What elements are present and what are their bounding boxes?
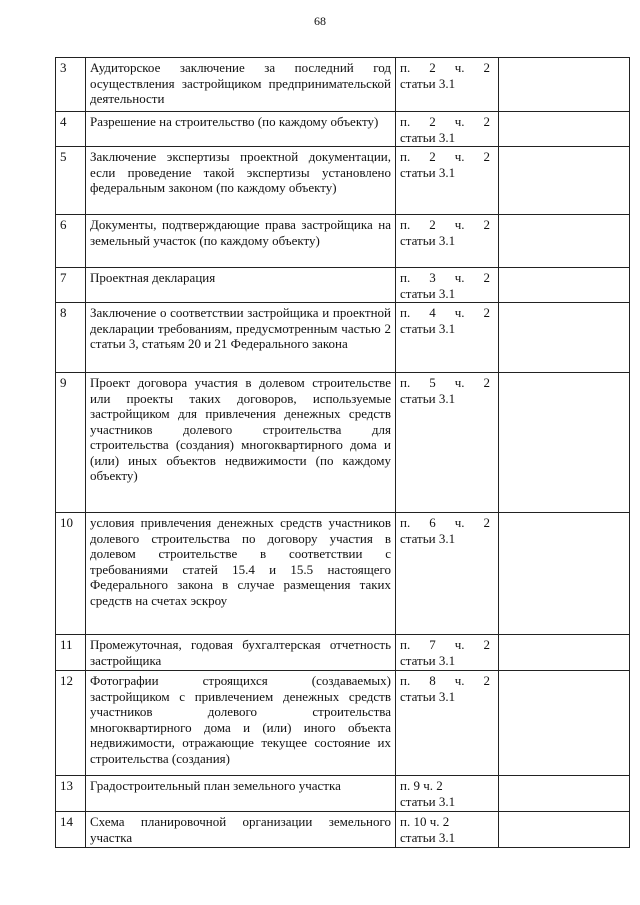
table-row: [56, 373, 630, 513]
legal-reference: [396, 373, 499, 513]
row-number: 10: [56, 513, 86, 635]
row-number: 13: [56, 776, 86, 812]
note-cell: [499, 812, 630, 848]
reference-part: 2: [483, 149, 490, 164]
reference-part: п.: [400, 270, 411, 285]
reference-line-2: статьи 3.1: [400, 652, 456, 668]
reference-line-1: [400, 375, 494, 391]
reference-line-2: статьи 3.1: [400, 793, 456, 809]
reference-part: 2: [483, 305, 490, 320]
reference-part: 7: [429, 637, 436, 652]
reference-part: 2: [429, 60, 436, 75]
reference-line-1: [400, 149, 494, 165]
document-name: Проектная декларация: [86, 268, 396, 303]
table-row: [56, 513, 630, 635]
reference-part: ч.: [454, 673, 465, 688]
reference-part: ч.: [454, 637, 465, 652]
reference-line-2: статьи 3.1: [400, 688, 456, 704]
reference-part: п. 10 ч. 2: [400, 814, 450, 829]
note-cell: [499, 671, 630, 776]
row-number: 11: [56, 635, 86, 671]
reference-line-2: статьи 3.1: [400, 164, 456, 180]
reference-part: 8: [429, 673, 436, 688]
note-cell: [499, 147, 630, 215]
reference-line-2: статьи 3.1: [400, 75, 456, 91]
reference-part: 2: [429, 217, 436, 232]
note-cell: [499, 776, 630, 812]
note-cell: [499, 635, 630, 671]
reference-part: ч.: [454, 149, 465, 164]
table-row: [56, 635, 630, 671]
reference-line-1: [400, 814, 494, 830]
note-cell: [499, 112, 630, 147]
document-name: Разрешение на строительство (по каждому объекту): [86, 112, 396, 147]
reference-part: 5: [429, 375, 436, 390]
reference-line-2: статьи 3.1: [400, 232, 456, 248]
reference-part: 3: [429, 270, 436, 285]
reference-part: п.: [400, 60, 411, 75]
document-name: Аудиторское заключение за последний год осуществления застройщиком предпринимательской деятельности: [86, 58, 396, 112]
reference-line-2: статьи 3.1: [400, 129, 456, 145]
table-row: [56, 112, 630, 147]
row-number: 4: [56, 112, 86, 147]
reference-part: ч.: [454, 305, 465, 320]
reference-part: п.: [400, 673, 411, 688]
reference-part: ч.: [454, 375, 465, 390]
row-number: 8: [56, 303, 86, 373]
reference-line-2: статьи 3.1: [400, 285, 456, 301]
reference-part: п.: [400, 217, 411, 232]
document-name: Документы, подтверждающие права застройщика на земельный участок (по каждому объекту): [86, 215, 396, 268]
reference-line-1: [400, 305, 494, 321]
reference-part: 6: [429, 515, 436, 530]
reference-line-1: [400, 637, 494, 653]
legal-reference: [396, 812, 499, 848]
legal-reference: [396, 268, 499, 303]
reference-line-1: [400, 778, 494, 794]
document-name: Фотографии строящихся (создаваемых) застройщиком с привлечением денежных средств участников долевого строительства многоквартирного дома и (или) иного объекта недвижимости, отражающие текущее состояние их строительства (создания): [86, 671, 396, 776]
legal-reference: [396, 147, 499, 215]
row-number: 3: [56, 58, 86, 112]
reference-part: 2: [483, 217, 490, 232]
row-number: 9: [56, 373, 86, 513]
legal-reference: [396, 112, 499, 147]
reference-line-1: [400, 60, 494, 76]
table-row: [56, 147, 630, 215]
reference-part: 4: [429, 305, 436, 320]
note-cell: [499, 58, 630, 112]
reference-line-2: статьи 3.1: [400, 390, 456, 406]
reference-part: ч.: [454, 60, 465, 75]
note-cell: [499, 215, 630, 268]
reference-part: 2: [483, 515, 490, 530]
reference-line-2: статьи 3.1: [400, 530, 456, 546]
table-row: [56, 215, 630, 268]
table-row: [56, 58, 630, 112]
table-row: [56, 776, 630, 812]
reference-part: п.: [400, 515, 411, 530]
row-number: 5: [56, 147, 86, 215]
reference-part: 2: [483, 375, 490, 390]
reference-part: ч.: [454, 114, 465, 129]
note-cell: [499, 513, 630, 635]
reference-line-2: статьи 3.1: [400, 320, 456, 336]
reference-part: п. 9 ч. 2: [400, 778, 443, 793]
reference-line-1: [400, 217, 494, 233]
page-number: 68: [314, 14, 326, 28]
legal-reference: [396, 635, 499, 671]
reference-part: ч.: [454, 217, 465, 232]
reference-part: ч.: [454, 515, 465, 530]
table-row: [56, 812, 630, 848]
table-row: [56, 303, 630, 373]
table-row: [56, 268, 630, 303]
document-name: Проект договора участия в долевом строительстве или проекты таких договоров, используемые застройщиком для привлечения денежных средств участников долевого строительства для строительства (создания) многоквартирного дома и (или) иных объектов недвижимости (по каждому объекту): [86, 373, 396, 513]
reference-part: 2: [483, 60, 490, 75]
note-cell: [499, 303, 630, 373]
reference-part: п.: [400, 375, 411, 390]
reference-line-2: статьи 3.1: [400, 829, 456, 845]
row-number: 14: [56, 812, 86, 848]
reference-part: 2: [429, 149, 436, 164]
document-name: Заключение о соответствии застройщика и проектной декларации требованиям, предусмотренным частью 2 статьи 3, статьям 20 и 21 Федерального закона: [86, 303, 396, 373]
reference-line-1: [400, 114, 494, 130]
document-name: Схема планировочной организации земельного участка: [86, 812, 396, 848]
legal-reference: [396, 215, 499, 268]
documents-table-body: [56, 58, 630, 848]
reference-line-1: [400, 515, 494, 531]
reference-part: п.: [400, 637, 411, 652]
document-name: Градостроительный план земельного участка: [86, 776, 396, 812]
note-cell: [499, 373, 630, 513]
reference-part: п.: [400, 305, 411, 320]
reference-part: 2: [483, 270, 490, 285]
legal-reference: [396, 671, 499, 776]
note-cell: [499, 268, 630, 303]
row-number: 7: [56, 268, 86, 303]
legal-reference: [396, 303, 499, 373]
reference-part: 2: [483, 673, 490, 688]
reference-line-1: [400, 673, 494, 689]
reference-part: п.: [400, 114, 411, 129]
document-name: Заключение экспертизы проектной документации, если проведение такой экспертизы установлено федеральным законом (по каждому объекту): [86, 147, 396, 215]
table-row: [56, 671, 630, 776]
reference-part: 2: [483, 114, 490, 129]
legal-reference: [396, 513, 499, 635]
document-name: условия привлечения денежных средств участников долевого строительства по договору участия в долевом строительстве в соответствии с требованиями статей 15.4 и 15.5 настоящего Федерального закона в случае размещения таких средств на счетах эскроу: [86, 513, 396, 635]
reference-part: 2: [429, 114, 436, 129]
reference-part: п.: [400, 149, 411, 164]
reference-part: ч.: [454, 270, 465, 285]
legal-reference: [396, 776, 499, 812]
row-number: 6: [56, 215, 86, 268]
document-name: Промежуточная, годовая бухгалтерская отчетность застройщика: [86, 635, 396, 671]
reference-part: 2: [483, 637, 490, 652]
row-number: 12: [56, 671, 86, 776]
legal-reference: [396, 58, 499, 112]
documents-table: [55, 57, 630, 848]
reference-line-1: [400, 270, 494, 286]
